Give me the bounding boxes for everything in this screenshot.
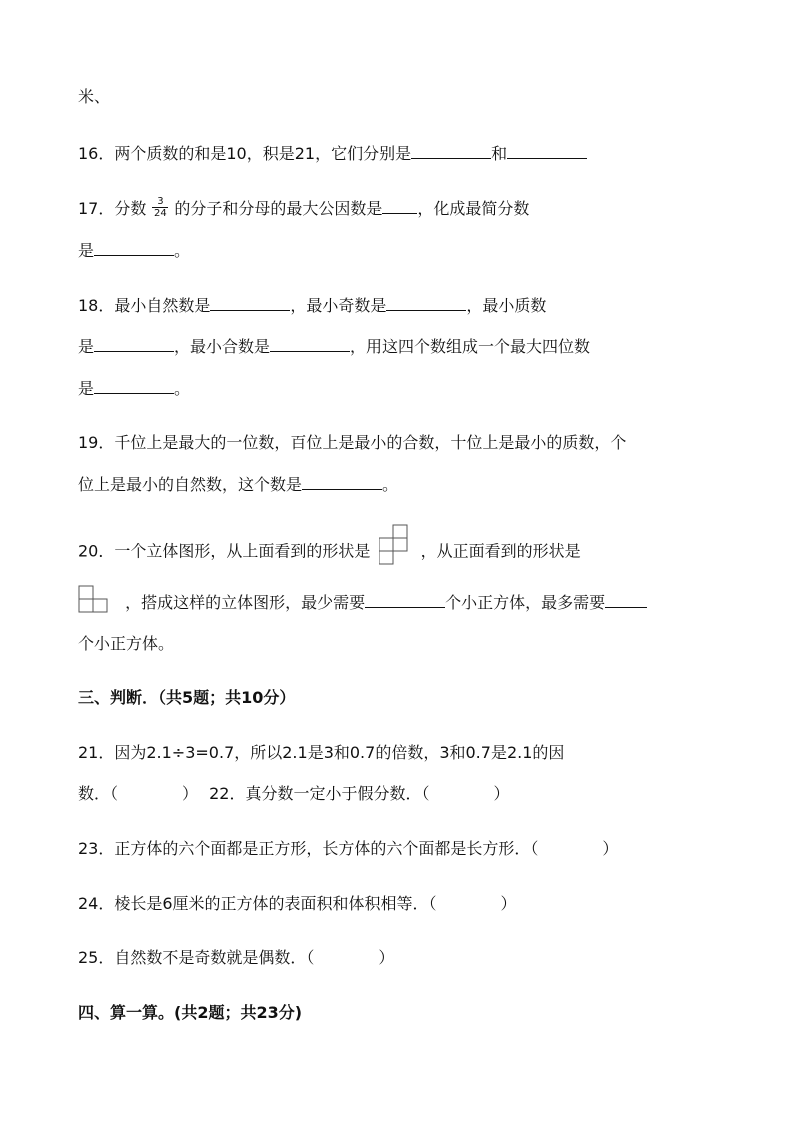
section-3-heading xyxy=(78,688,295,708)
question-text: ，从正面看到的形状是 xyxy=(420,541,581,561)
answer-blank[interactable] xyxy=(302,474,382,490)
answer-blank[interactable] xyxy=(386,295,466,311)
question-18-line3 xyxy=(78,378,190,399)
answer-blank[interactable] xyxy=(605,592,647,608)
question-text: ，用这四个数组成一个最大四位数 xyxy=(350,337,591,356)
question-text: 的分子和分母的最大公因数是 xyxy=(174,199,383,218)
question-text: 25．自然数不是奇数就是偶数．（ xyxy=(78,948,315,967)
question-16 xyxy=(78,143,587,164)
question-text: ，化成最简分数 xyxy=(417,199,530,218)
section-4-heading xyxy=(78,1003,302,1023)
question-18 xyxy=(78,295,546,316)
numerator: 3 xyxy=(157,196,164,207)
question-18-line2 xyxy=(78,336,590,357)
question-text: 位上是最小的自然数，这个数是 xyxy=(78,475,303,494)
question-23 xyxy=(78,839,618,859)
question-20 xyxy=(78,538,581,566)
question-text: 是 xyxy=(78,337,95,356)
question-19 xyxy=(78,433,626,453)
front-view-figure xyxy=(78,585,110,615)
question-21-22-line xyxy=(78,784,510,804)
question-text: 和 xyxy=(491,144,508,163)
question-text: 是 xyxy=(78,241,95,260)
question-text: ） xyxy=(500,894,517,913)
answer-blank[interactable] xyxy=(94,378,174,394)
question-21 xyxy=(78,743,564,763)
question-text: 19．千位上是最大的一位数，百位上是最小的合数，十位上是最小的质数，个 xyxy=(78,433,627,452)
fraction xyxy=(152,196,168,219)
line-continuation xyxy=(78,87,110,107)
question-text: ，最小奇数是 xyxy=(290,296,387,315)
answer-blank[interactable] xyxy=(365,592,445,608)
question-text: 。 xyxy=(382,475,399,494)
question-25 xyxy=(78,948,394,968)
question-text: 17．分数 xyxy=(78,199,147,218)
top-view-figure xyxy=(379,524,411,566)
question-text: ） xyxy=(378,948,395,967)
question-text: 。 xyxy=(174,241,191,260)
question-text: 18．最小自然数是 xyxy=(78,296,211,315)
question-text: 。 xyxy=(174,379,191,398)
answer-blank[interactable] xyxy=(411,143,491,159)
question-17 xyxy=(78,198,529,221)
answer-blank[interactable] xyxy=(94,336,174,352)
section-title: 四、算一算。(共2题；共23分) xyxy=(78,1003,303,1022)
question-19-line2 xyxy=(78,474,398,495)
section-title: 三、判断．（共5题；共10分） xyxy=(78,688,296,707)
question-text: 22．真分数一定小于假分数．（ xyxy=(209,784,430,803)
text: 米、 xyxy=(78,87,111,106)
question-20-line2 xyxy=(78,592,647,615)
question-20-line3 xyxy=(78,634,174,654)
question-text: ，最小合数是 xyxy=(174,337,271,356)
question-text: ） xyxy=(602,839,619,858)
question-text: ，最小质数 xyxy=(466,296,547,315)
question-text: 16．两个质数的和是10，积是21，它们分别是 xyxy=(78,144,412,163)
question-text: 21．因为2.1÷3=0.7，所以2.1是3和0.7的倍数，3和0.7是2.1的因 xyxy=(78,743,565,762)
question-text: 24．棱长是6厘米的正方体的表面积和体积相等．（ xyxy=(78,894,437,913)
question-text: 23．正方体的六个面都是正方形，长方体的六个面都是长方形．（ xyxy=(78,839,539,858)
answer-blank[interactable] xyxy=(507,143,587,159)
answer-blank[interactable] xyxy=(210,295,290,311)
question-text: ） xyxy=(493,784,510,803)
question-text: ，搭成这样的立体图形，最少需要 xyxy=(125,593,366,612)
question-text: 数．（ xyxy=(78,784,119,803)
answer-blank[interactable] xyxy=(382,198,417,214)
question-17-line2 xyxy=(78,240,190,261)
question-text: 20．一个立体图形，从上面看到的形状是 xyxy=(78,541,371,561)
question-text: 是 xyxy=(78,379,95,398)
question-text: 个小正方体，最多需要 xyxy=(445,593,606,612)
question-text: 个小正方体。 xyxy=(78,634,175,653)
answer-blank[interactable] xyxy=(270,336,350,352)
denominator: 24 xyxy=(154,208,167,219)
question-24 xyxy=(78,894,517,914)
answer-blank[interactable] xyxy=(94,240,174,256)
question-text: ） xyxy=(182,784,199,803)
